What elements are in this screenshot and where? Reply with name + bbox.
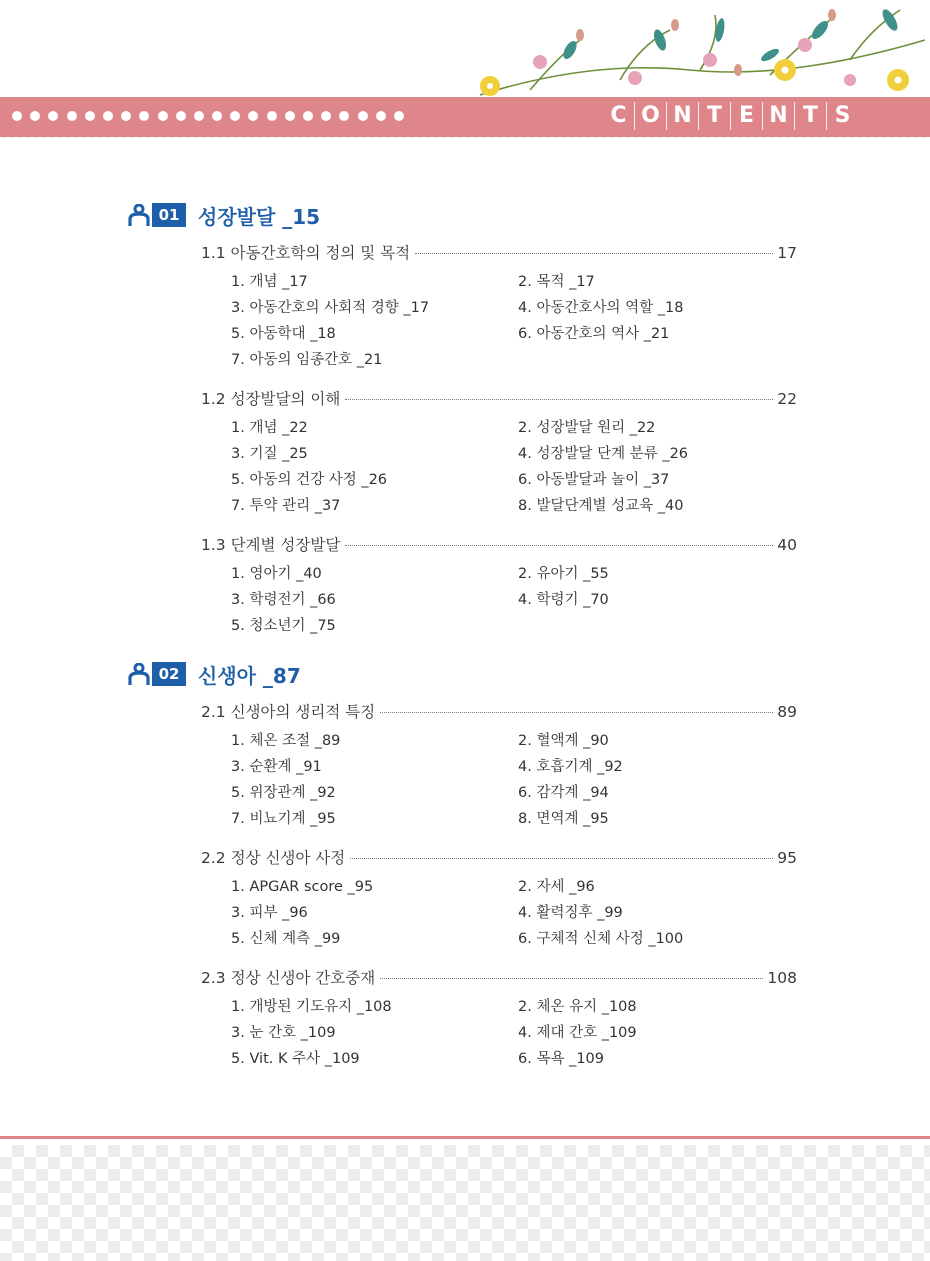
topic-item[interactable]: 5. 아동의 건강 사정 _26 — [231, 472, 388, 488]
dot-leader — [345, 399, 773, 400]
topic-item[interactable]: 6. 아동간호의 역사 _21 — [518, 326, 670, 342]
dot-leader — [350, 858, 773, 859]
topic-item[interactable]: 1. 체온 조절 _89 — [231, 733, 341, 749]
section — [201, 387, 797, 519]
section-page-number: 17 — [777, 244, 797, 262]
section — [201, 241, 797, 373]
topic-item[interactable]: 2. 체온 유지 _108 — [518, 999, 637, 1015]
topic-item[interactable]: 3. 피부 _96 — [231, 905, 308, 921]
dot-leader — [380, 978, 763, 979]
section-heading[interactable] — [201, 241, 797, 263]
topic-list — [231, 994, 797, 1072]
topic-item[interactable]: 5. 위장관계 _92 — [231, 785, 336, 801]
topic-item[interactable]: 6. 아동발달과 놀이 _37 — [518, 472, 670, 488]
title-letter: C — [610, 103, 627, 128]
topic-list — [231, 874, 797, 952]
section — [201, 846, 797, 952]
section — [201, 966, 797, 1072]
section-title: 2.2 정상 신생아 사정 — [201, 849, 346, 867]
topic-item[interactable]: 4. 호흡기계 _92 — [518, 759, 623, 775]
topic-item[interactable]: 5. 아동학대 _18 — [231, 326, 336, 342]
dot-leader — [345, 545, 773, 546]
section-page-number: 22 — [777, 390, 797, 408]
topic-list — [231, 269, 797, 373]
section — [201, 700, 797, 832]
person-icon — [128, 204, 150, 228]
topic-item[interactable]: 3. 순환계 _91 — [231, 759, 322, 775]
title-letter: S — [826, 102, 858, 130]
topic-item[interactable]: 3. 학령전기 _66 — [231, 592, 336, 608]
topic-item[interactable]: 7. 비뇨기계 _95 — [231, 811, 336, 827]
topic-item[interactable]: 8. 발달단계별 성교육 _40 — [518, 498, 684, 514]
topic-item[interactable]: 1. 개념 _22 — [231, 420, 308, 436]
topic-item[interactable]: 7. 투약 관리 _37 — [231, 498, 341, 514]
topic-item[interactable]: 4. 아동간호사의 역할 _18 — [518, 300, 684, 316]
topic-item[interactable]: 5. 청소년기 _75 — [231, 618, 336, 634]
topic-item[interactable]: 1. APGAR score _95 — [231, 879, 374, 895]
topic-item[interactable]: 2. 자세 _96 — [518, 879, 595, 895]
topic-list — [231, 728, 797, 832]
title-letter: N — [666, 102, 698, 130]
contents-title — [603, 102, 858, 130]
topic-item[interactable]: 8. 면역계 _95 — [518, 811, 609, 827]
person-icon — [128, 663, 150, 687]
topic-item[interactable]: 1. 개방된 기도유지 _108 — [231, 999, 392, 1015]
topic-list — [231, 415, 797, 519]
chapter-heading — [128, 662, 808, 692]
topic-item[interactable]: 4. 학령기 _70 — [518, 592, 609, 608]
topic-item[interactable]: 6. 감각계 _94 — [518, 785, 609, 801]
section-heading[interactable] — [201, 966, 797, 988]
section-title: 1.2 성장발달의 이해 — [201, 390, 341, 408]
topic-item[interactable]: 5. Vit. K 주사 _109 — [231, 1051, 360, 1067]
section-page-number: 108 — [767, 969, 797, 987]
title-letter: O — [634, 102, 666, 130]
footer-divider — [0, 1136, 930, 1139]
title-letter: T — [794, 102, 826, 130]
section-page-number: 40 — [777, 536, 797, 554]
title-letter: E — [730, 102, 762, 130]
topic-item[interactable]: 6. 구체적 신체 사정 _100 — [518, 931, 684, 947]
chapter-number-badge: 01 — [152, 203, 186, 227]
title-letter: T — [698, 102, 730, 130]
chapter-title: 성장발달 _15 — [198, 205, 321, 229]
flower-decoration — [470, 0, 930, 100]
section-heading[interactable] — [201, 387, 797, 409]
topic-item[interactable]: 3. 눈 간호 _109 — [231, 1025, 336, 1041]
section-title: 2.1 신생아의 생리적 특징 — [201, 703, 376, 721]
section-heading[interactable] — [201, 846, 797, 868]
section-heading[interactable] — [201, 533, 797, 555]
topic-item[interactable]: 1. 영아기 _40 — [231, 566, 322, 582]
section-page-number: 89 — [777, 703, 797, 721]
section-title: 1.1 아동간호학의 정의 및 목적 — [201, 244, 411, 262]
section-title: 1.3 단계별 성장발달 — [201, 536, 341, 554]
topic-item[interactable]: 4. 제대 간호 _109 — [518, 1025, 637, 1041]
topic-item[interactable]: 2. 유아기 _55 — [518, 566, 609, 582]
chapter-02 — [128, 662, 808, 1072]
chapter-heading — [128, 203, 808, 233]
topic-item[interactable]: 4. 성장발달 단계 분류 _26 — [518, 446, 689, 462]
topic-item[interactable]: 2. 성장발달 원리 _22 — [518, 420, 656, 436]
topic-item[interactable]: 1. 개념 _17 — [231, 274, 308, 290]
chapter-01 — [128, 203, 808, 639]
chapter-title: 신생아 _87 — [198, 664, 301, 688]
dot-leader — [415, 253, 773, 254]
topic-item[interactable]: 3. 아동간호의 사회적 경향 _17 — [231, 300, 430, 316]
banner-dots — [12, 111, 404, 121]
topic-item[interactable]: 3. 기질 _25 — [231, 446, 308, 462]
topic-list — [231, 561, 797, 639]
topic-item[interactable]: 2. 혈액계 _90 — [518, 733, 609, 749]
section — [201, 533, 797, 639]
section-page-number: 95 — [777, 849, 797, 867]
chapter-number-badge: 02 — [152, 662, 186, 686]
topic-item[interactable]: 5. 신체 계측 _99 — [231, 931, 341, 947]
topic-item[interactable]: 7. 아동의 임종간호 _21 — [231, 352, 383, 368]
header-banner — [0, 97, 930, 137]
section-heading[interactable] — [201, 700, 797, 722]
title-letter: N — [762, 102, 794, 130]
topic-item[interactable]: 6. 목욕 _109 — [518, 1051, 604, 1067]
topic-item[interactable]: 4. 활력징후 _99 — [518, 905, 623, 921]
topic-item[interactable]: 2. 목적 _17 — [518, 274, 595, 290]
section-title: 2.3 정상 신생아 간호중재 — [201, 969, 376, 987]
dot-leader — [380, 712, 773, 713]
footer-pattern — [0, 1145, 930, 1261]
